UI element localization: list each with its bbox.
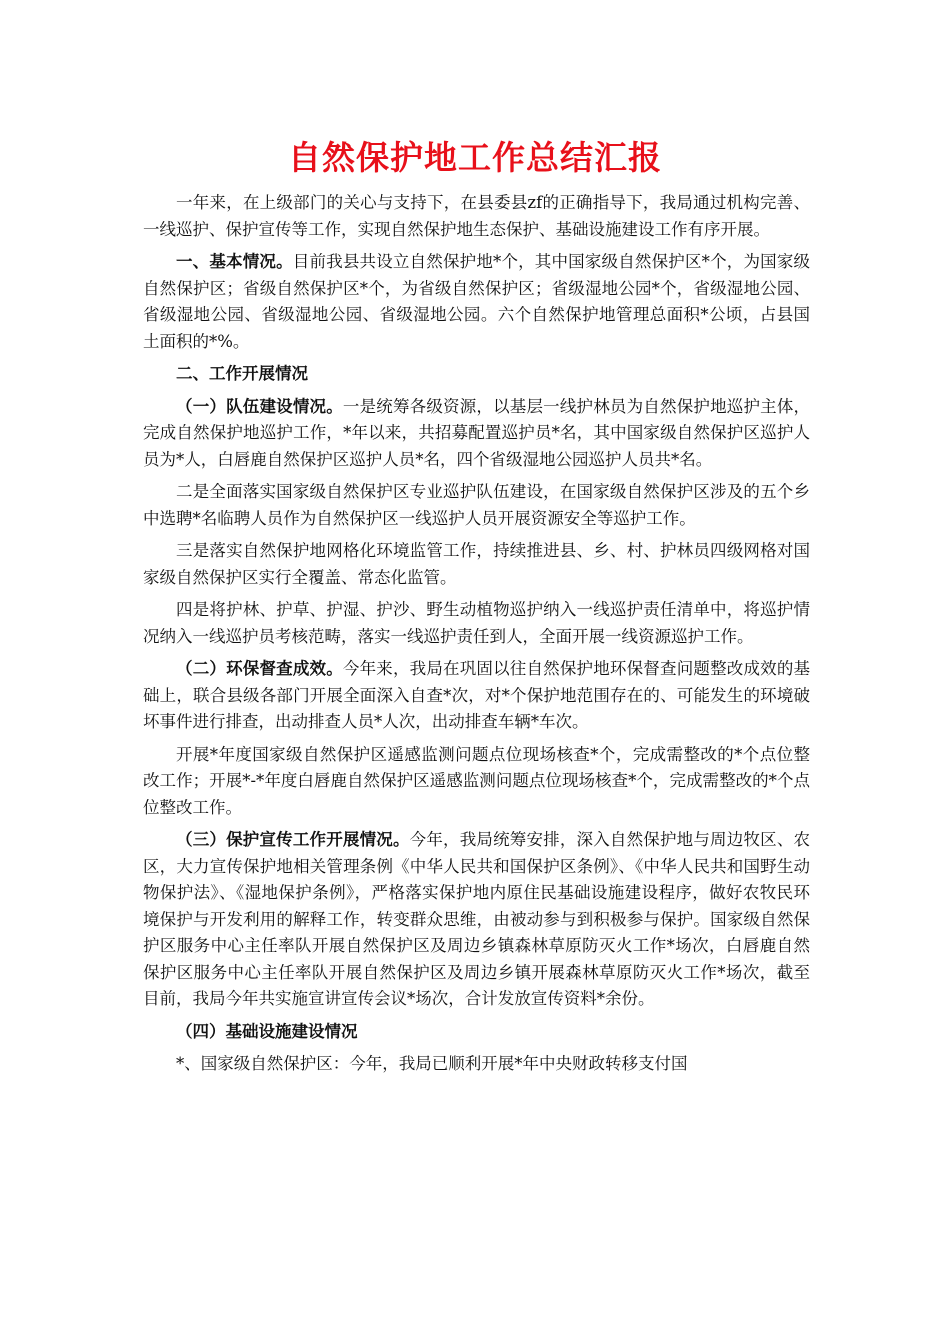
paragraph xyxy=(143,249,810,355)
paragraph xyxy=(143,827,810,1013)
paragraph-text: 今年来，我局在巩固以往自然保护地环保督查问题整改成效的基础上，联合县级各部门开展全面深入自查*次，对*个保护地范围存在的、可能发生的环境破坏事件进行排查，出动排查人员*人次，出动排查车辆*车次。 xyxy=(143,659,811,731)
paragraph-heading: 一、基本情况。 xyxy=(176,252,293,271)
paragraph-text: 今年，我局统筹安排，深入自然保护地与周边牧区、农区，大力宣传保护地相关管理条例《中华人民共和国保护区条例》、《中华人民共和国野生动物保护法》、《湿地保护条例》，严格落实保护地内原住民基础设施建设程序，做好农牧民环境保护与开发利用的解释工作，转变群众思维，由被动参与到积极参与保护。国家级自然保护区服务中心主任率队开展自然保护区及周边乡镇森林草原防灭火工作*场次，白唇鹿自然保护区服务中心主任率队开展自然保护区及周边乡镇开展森林草原防灭火工作*场次，截至目前，我局今年共实施宣讲宣传会议*场次，合计发放宣传资料*余份。 xyxy=(143,830,811,1008)
paragraph xyxy=(143,1019,810,1046)
document-title: 自然保护地工作总结汇报 xyxy=(288,138,662,177)
document-body xyxy=(143,190,810,1084)
paragraph xyxy=(143,394,810,474)
paragraph xyxy=(143,361,810,388)
paragraph-text: 三是落实自然保护地网格化环境监管工作，持续推进县、乡、村、护林员四级网格对国家级自然保护区实行全覆盖、常态化监管。 xyxy=(143,541,810,587)
paragraph-heading: （一）队伍建设情况。 xyxy=(176,396,343,416)
paragraph xyxy=(143,1051,810,1078)
paragraph-text: 目前我县共设立自然保护地*个，其中国家级自然保护区*个，为国家级自然保护区；省级自然保护区*个，为省级自然保护区；省级湿地公园*个，省级湿地公园、省级湿地公园、省级湿地公园、省级湿地公园。六个自然保护地管理总面积*公顷，占县国土面积的*%。 xyxy=(143,252,811,351)
paragraph xyxy=(143,479,810,532)
paragraph-text: 二是全面落实国家级自然保护区专业巡护队伍建设，在国家级自然保护区涉及的五个乡中选聘*名临聘人员作为自然保护区一线巡护人员开展资源安全等巡护工作。 xyxy=(143,482,810,528)
paragraph-heading: 二、工作开展情况 xyxy=(176,364,308,383)
paragraph-text: *、国家级自然保护区：今年，我局已顺利开展*年中央财政转移支付国 xyxy=(176,1054,688,1073)
paragraph-heading: （二）环保督查成效。 xyxy=(176,659,343,678)
paragraph xyxy=(143,656,810,736)
paragraph xyxy=(143,538,810,591)
paragraph-text: 一是统筹各级资源，以基层一线护林员为自然保护地巡护主体，完成自然保护地巡护工作，*年以来，共招募配置巡护员*名，其中国家级自然保护区巡护人员为*人，白唇鹿自然保护区巡护人员*名，四个省级湿地公园巡护人员共*名。 xyxy=(143,396,811,469)
paragraph-text: 四是将护林、护草、护湿、护沙、野生动植物巡护纳入一线巡护责任清单中，将巡护情况纳入一线巡护员考核范畴，落实一线巡护责任到人，全面开展一线资源巡护工作。 xyxy=(143,600,810,646)
paragraph xyxy=(143,597,810,650)
paragraph-text: 一年来，在上级部门的关心与支持下，在县委县zf的正确指导下，我局通过机构完善、一线巡护、保护宣传等工作，实现自然保护地生态保护、基础设施建设工作有序开展。 xyxy=(143,193,810,239)
paragraph-heading: （三）保护宣传工作开展情况。 xyxy=(176,830,410,849)
paragraph xyxy=(143,742,810,822)
paragraph-text: 开展*年度国家级自然保护区遥感监测问题点位现场核查*个，完成需整改的*个点位整改工作；开展*-*年度白唇鹿自然保护区遥感监测问题点位现场核查*个，完成需整改的*个点位整改工作。 xyxy=(143,744,810,817)
paragraph-heading: （四）基础设施建设情况 xyxy=(176,1021,358,1041)
paragraph xyxy=(143,190,810,243)
